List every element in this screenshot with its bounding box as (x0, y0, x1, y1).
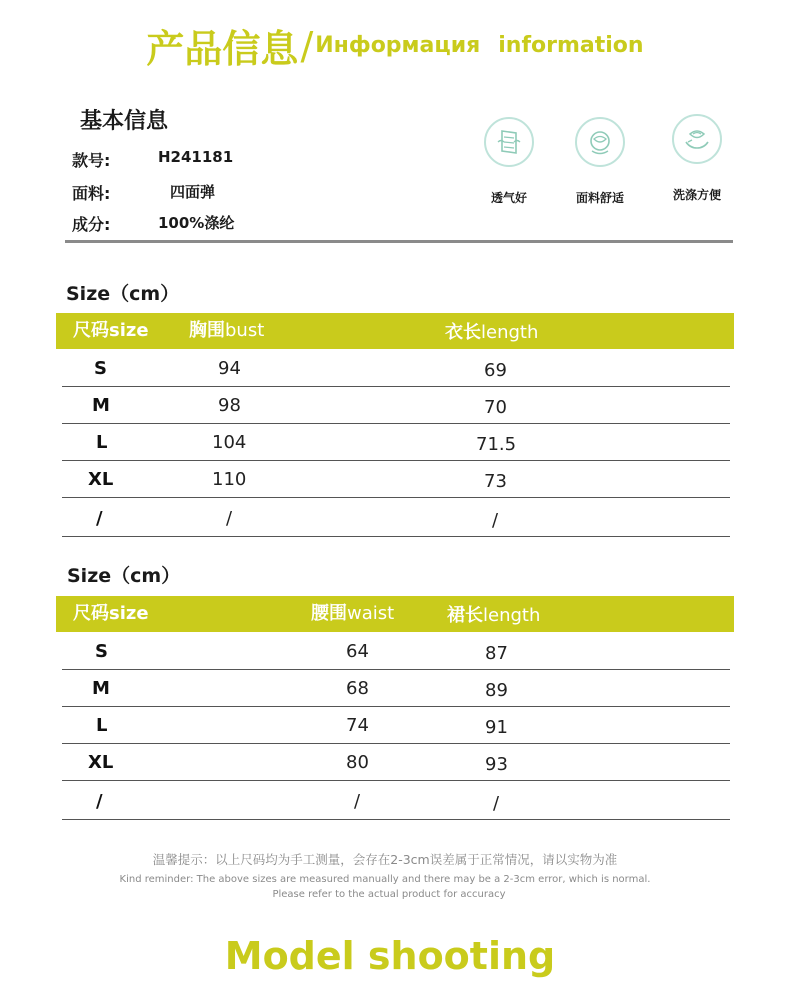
size-cell: M (92, 678, 110, 699)
feature-breathable (464, 117, 554, 206)
title-slash: / (300, 23, 314, 68)
length-cell: 69 (484, 360, 507, 381)
table-row (62, 424, 730, 461)
bust-cell: 104 (212, 432, 247, 453)
table-row (62, 744, 730, 781)
length-cell: 87 (485, 643, 508, 664)
page-title (0, 18, 790, 74)
table-row (62, 500, 730, 537)
length-cell: 91 (485, 717, 508, 738)
waist-cell: 68 (346, 678, 369, 699)
comfort-fabric-icon (575, 117, 625, 167)
style-no-label: 款号: (72, 151, 111, 170)
bust-cell: / (226, 508, 233, 529)
size-cell: S (94, 358, 107, 379)
section-divider (65, 240, 733, 243)
length-cell: 71.5 (476, 434, 517, 455)
size-cell: XL (88, 469, 114, 490)
table-row (62, 461, 730, 498)
size-cell: S (95, 641, 108, 662)
table-row (62, 350, 730, 387)
top-header-length: 衣长length (445, 322, 539, 343)
length-cell: 70 (484, 397, 507, 418)
size-cell: L (96, 715, 108, 736)
length-cell: 93 (485, 754, 508, 775)
table-row (62, 670, 730, 707)
feature-comfort-label: 面料舒适 (575, 191, 624, 205)
bust-cell: 98 (218, 395, 241, 416)
breathable-fabric-icon (484, 117, 534, 167)
size-cell: XL (88, 752, 114, 773)
size-cell: L (96, 432, 108, 453)
length-cell: 73 (484, 471, 507, 492)
bottom-header-length: 裙长length (447, 605, 541, 626)
model-shooting-heading: Model shooting (224, 934, 556, 978)
bottom-header-waist: 腰围waist (311, 603, 395, 624)
fabric-label: 面料: (72, 184, 111, 203)
basic-info-title: 基本信息 (80, 109, 169, 134)
top-size-caption: Size（cm） (66, 283, 180, 305)
reminder-zh: 温馨提示：以上尺码均为手工测量，会存在2-3cm误差属于正常情况，请以实物为准 (152, 852, 618, 867)
feature-easy-wash (652, 114, 742, 203)
title-en: information (498, 33, 644, 58)
easy-wash-icon (672, 114, 722, 164)
top-table-header (56, 313, 734, 349)
table-row (62, 783, 730, 820)
composition-value: 100%涤纶 (158, 214, 235, 232)
table-row (62, 633, 730, 670)
length-cell: / (492, 510, 499, 531)
title-ru: Информация (315, 33, 481, 58)
size-cell: / (96, 508, 103, 529)
table-row (62, 707, 730, 744)
composition-label: 成分: (72, 215, 111, 234)
title-zh: 产品信息 (146, 27, 299, 71)
waist-cell: 80 (346, 752, 369, 773)
waist-cell: 64 (346, 641, 369, 662)
fabric-value: 四面弹 (170, 183, 216, 201)
length-cell: 89 (485, 680, 508, 701)
bottom-header-size: 尺码size (73, 603, 149, 624)
top-header-bust: 胸围bust (189, 320, 265, 341)
bust-cell: 94 (218, 358, 241, 379)
length-cell: / (493, 793, 500, 814)
waist-cell: / (354, 791, 361, 812)
bust-cell: 110 (212, 469, 247, 490)
size-cell: / (96, 791, 103, 812)
bottom-table-header (56, 596, 734, 632)
style-no-value: H241181 (158, 148, 234, 166)
table-row (62, 387, 730, 424)
reminder-en-line1: Kind reminder: The above sizes are measured manually and there may be a 2-3cm error, which is normal. (119, 874, 651, 885)
feature-breathable-label: 透气好 (490, 191, 527, 205)
reminder-en-line2: Please refer to the actual product for accuracy (272, 889, 506, 900)
size-cell: M (92, 395, 110, 416)
bottom-size-caption: Size（cm） (67, 565, 181, 587)
waist-cell: 74 (346, 715, 369, 736)
feature-easy-wash-label: 洗涤方便 (672, 188, 721, 202)
top-header-size: 尺码size (73, 320, 149, 341)
feature-comfort (555, 117, 645, 206)
